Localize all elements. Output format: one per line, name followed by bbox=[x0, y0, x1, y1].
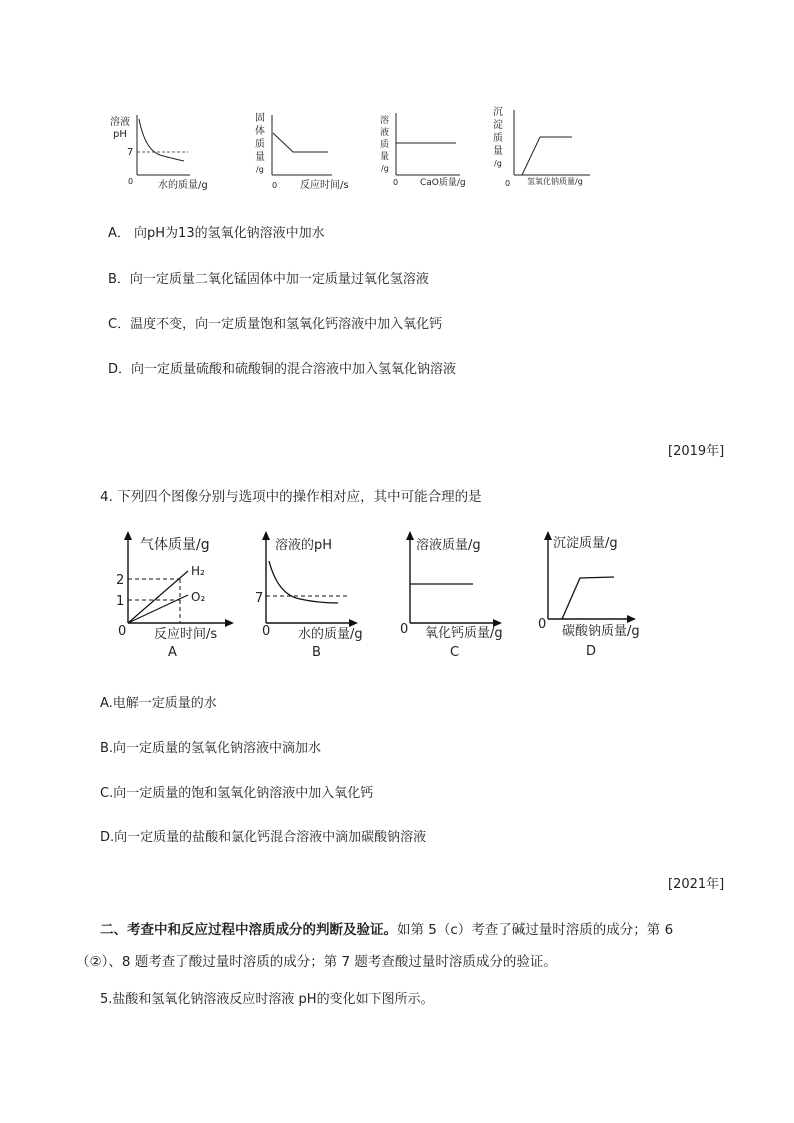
q4-graph-c-xlabel: 氧化钙质量/g bbox=[425, 626, 503, 641]
q4-graph-c bbox=[400, 531, 503, 660]
q4-graph-b-y-arrow bbox=[262, 531, 270, 540]
top-graph-b-origin: 0 bbox=[272, 181, 278, 190]
q4-graph-b-curve bbox=[269, 561, 338, 603]
q4-graph-d-xlabel: 碳酸钠质量/g bbox=[562, 624, 640, 639]
q4-graph-c-y-arrow bbox=[406, 531, 414, 540]
q3-option-a: A． 向pH为13的氢氧化钠溶液中加水 bbox=[108, 226, 325, 241]
q4-stem: 4. 下列四个图像分别与选项中的操作相对应，其中可能合理的是 bbox=[100, 489, 482, 505]
q4-graph-a-origin: 0 bbox=[118, 624, 127, 639]
top-graph-b-curve bbox=[273, 133, 328, 152]
q4-graph-a-tick-1: 1 bbox=[116, 594, 125, 609]
top-graph-a-ylabel-2: pH bbox=[113, 129, 127, 140]
q4-graph-a-line-o2 bbox=[128, 595, 188, 623]
q4-graph-a-ylabel: 气体质量/g bbox=[140, 537, 210, 553]
q4-option-d: D.向一定质量的盐酸和氯化钙混合溶液中滴加碳酸钠溶液 bbox=[100, 830, 427, 845]
q4-graphs bbox=[0, 525, 794, 665]
top-graph-b-ylabel-5: /g bbox=[256, 165, 264, 174]
q4-graph-c-ylabel: 溶液质量/g bbox=[416, 538, 481, 553]
q4-option-a: A.电解一定质量的水 bbox=[100, 696, 217, 711]
q4-graph-c-origin: 0 bbox=[400, 622, 409, 637]
q3-option-c: C．温度不变，向一定质量饱和氢氧化钙溶液中加入氧化钙 bbox=[108, 317, 443, 332]
top-graph-d-origin: 0 bbox=[505, 179, 511, 188]
top-graph-d-xlabel: 氢氧化钠质量/g bbox=[527, 177, 583, 186]
q4-option-b: B.向一定质量的氢氧化钠溶液中滴加水 bbox=[100, 741, 322, 756]
top-graph-a-origin: 0 bbox=[128, 177, 134, 186]
q4-graph-a bbox=[116, 531, 234, 660]
top-graph-a-tick-7: 7 bbox=[127, 147, 134, 158]
q4-graph-d-letter: D bbox=[586, 644, 597, 659]
section2-line1 bbox=[100, 918, 673, 938]
q4-graph-d bbox=[538, 531, 640, 659]
top-graph-d-ylabel-2: 淀 bbox=[493, 120, 503, 131]
q4-graph-d-curve bbox=[562, 577, 614, 619]
q4-graph-a-letter: A bbox=[168, 645, 177, 660]
top-graph-d-ylabel-1: 沉 bbox=[493, 107, 503, 118]
q4-graph-d-origin: 0 bbox=[538, 617, 547, 632]
top-graph-d bbox=[493, 106, 590, 188]
top-graphs bbox=[0, 95, 794, 195]
q3-option-d: D．向一定质量硫酸和硫酸铜的混合溶液中加入氢氧化钠溶液 bbox=[108, 362, 457, 377]
top-graph-c bbox=[380, 113, 466, 188]
year-tag-2021: [2021年] bbox=[668, 877, 725, 892]
top-graph-b-ylabel-2: 体 bbox=[255, 126, 265, 137]
section2-line2: （②）、8 题考查了酸过量时溶质的成分；第 7 题考查酸过量时溶质成分的验证。 bbox=[76, 954, 557, 970]
q4-graph-a-label-o2: O₂ bbox=[191, 590, 206, 604]
top-graph-d-ylabel-4: 量 bbox=[493, 146, 503, 157]
top-graph-b-ylabel-4: 量 bbox=[255, 152, 265, 163]
top-graph-a bbox=[110, 115, 208, 191]
q4-graph-a-xlabel: 反应时间/s bbox=[154, 627, 218, 642]
top-graph-b-ylabel-3: 质 bbox=[255, 139, 265, 150]
section2-line1-rest: 如第 5（c）考查了碱过量时溶质的成分；第 6 bbox=[397, 922, 674, 938]
top-graph-c-ylabel-5: /g bbox=[381, 164, 389, 173]
top-graph-a-ylabel-1: 溶液 bbox=[110, 117, 130, 128]
top-graph-c-xlabel: CaO质量/g bbox=[420, 178, 466, 188]
q4-graph-b-ylabel: 溶液的pH bbox=[275, 538, 333, 553]
q4-graph-b-origin: 0 bbox=[262, 624, 271, 639]
section2-heading: 二、考查中和反应过程中溶质成分的判断及验证。 bbox=[100, 922, 397, 938]
q4-graph-d-y-arrow bbox=[544, 531, 552, 540]
top-graph-c-ylabel-4: 量 bbox=[380, 152, 390, 162]
top-graph-c-ylabel-1: 溶 bbox=[380, 116, 390, 126]
year-tag-2019: [2019年] bbox=[668, 444, 725, 459]
top-graph-b bbox=[255, 112, 349, 191]
q3-option-b: B．向一定质量二氧化锰固体中加一定质量过氧化氢溶液 bbox=[108, 272, 429, 287]
q5-stem: 5.盐酸和氢氧化钠溶液反应时溶液 pH的变化如下图所示。 bbox=[100, 992, 434, 1007]
top-graph-a-xlabel: 水的质量/g bbox=[158, 180, 208, 191]
q4-graph-a-x-arrow bbox=[225, 619, 234, 627]
q4-graph-a-label-h2: H₂ bbox=[191, 564, 205, 578]
q4-graph-b-letter: B bbox=[312, 645, 321, 660]
top-graph-a-curve bbox=[139, 119, 184, 161]
top-graph-c-origin: 0 bbox=[393, 178, 399, 187]
q4-graph-b-xlabel: 水的质量/g bbox=[298, 627, 363, 642]
q4-graph-a-tick-2: 2 bbox=[116, 573, 125, 588]
top-graph-d-ylabel-3: 质 bbox=[493, 133, 503, 144]
top-graph-c-ylabel-3: 质 bbox=[380, 140, 390, 150]
top-graph-d-curve bbox=[522, 137, 572, 175]
top-graph-c-ylabel-2: 液 bbox=[380, 128, 390, 138]
q4-graph-d-x-arrow bbox=[627, 615, 636, 623]
q4-graph-b-tick-7: 7 bbox=[255, 591, 264, 606]
q4-graph-b-x-arrow bbox=[349, 619, 358, 627]
q4-graph-a-y-arrow bbox=[124, 531, 132, 540]
top-graph-b-xlabel: 反应时间/s bbox=[300, 180, 349, 191]
q4-graph-d-ylabel: 沉淀质量/g bbox=[553, 536, 618, 551]
q4-graph-c-letter: C bbox=[450, 645, 460, 660]
top-graph-d-ylabel-5: /g bbox=[494, 159, 502, 168]
q4-graph-b bbox=[255, 531, 363, 660]
top-graph-b-ylabel-1: 固 bbox=[255, 113, 265, 124]
q4-option-c: C.向一定质量的饱和氢氧化钠溶液中加入氧化钙 bbox=[100, 786, 374, 801]
